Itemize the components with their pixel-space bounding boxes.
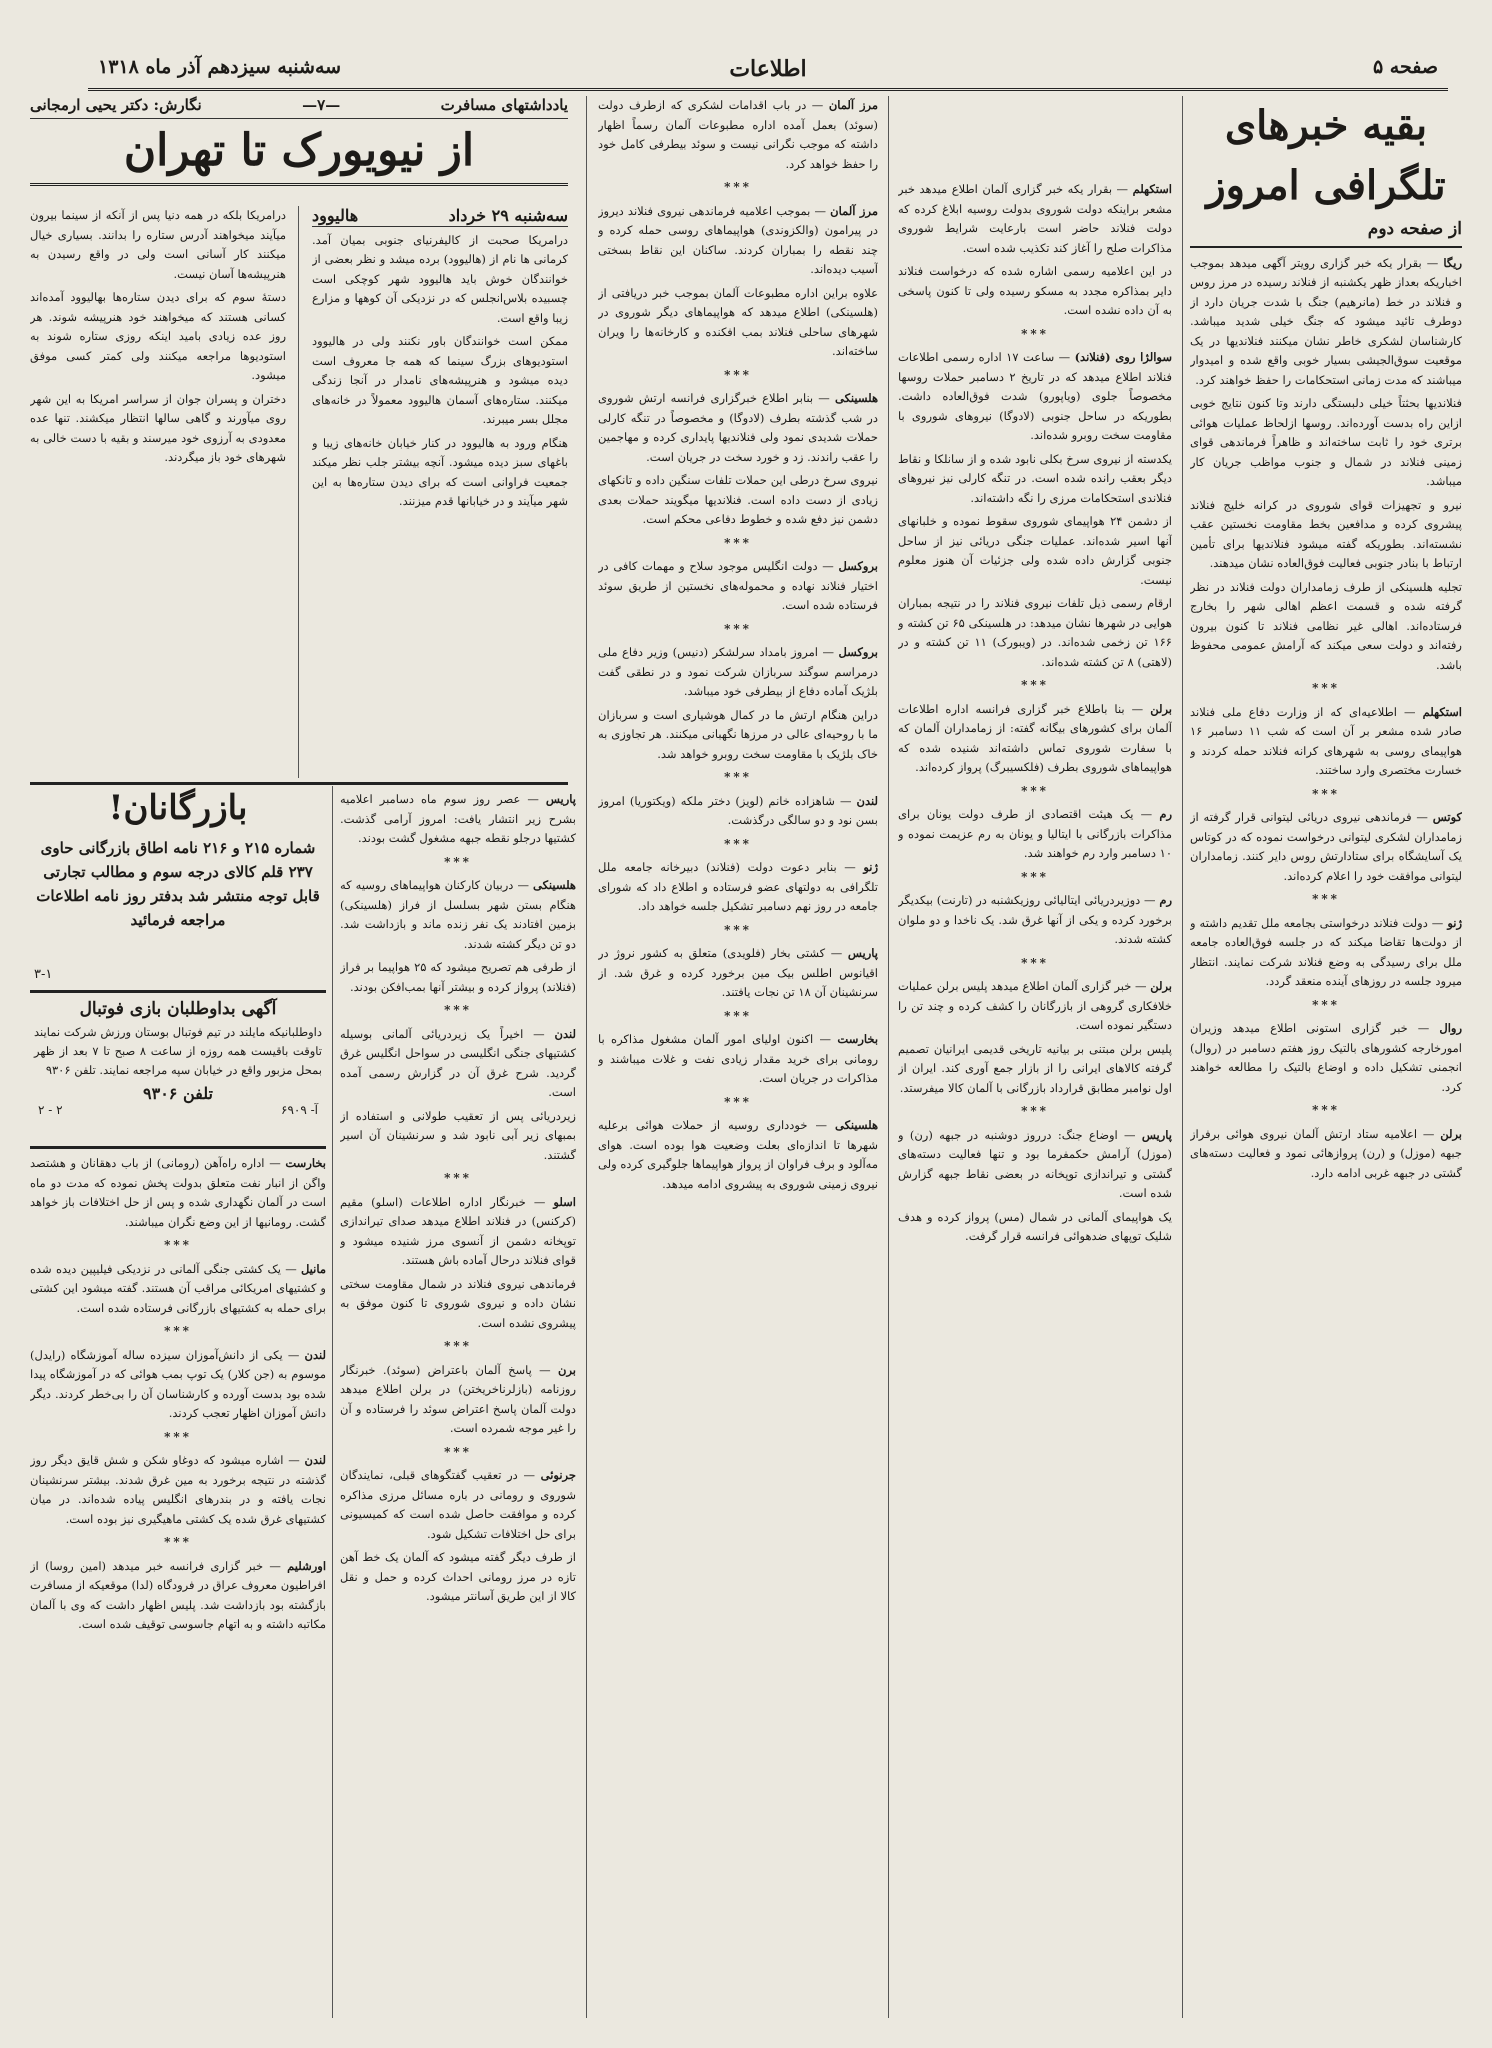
news-dateline: لندن [856,793,878,808]
news-text: نیرو و تجهیزات قوای شوروی در کرانه خلیج فنلاند پیشروی کرده و مدافعین بخط مقاومت نخستین عقب نشسته‌اند. بطوریکه گفته میشود فنلاندیها برای تأمین ارتباط با بنادر جنوبی فعالیت فوق‌العاده نشان میدهند. [1190,497,1462,570]
news-text: — اداره راه‌آهن (رومانی) از باب دهقانان و هشتصد واگن از انبار نفت متعلق بدولت پخش نموده که مدت دو ماه است در آلمان نگهداری شده و پس از حل اختلافات باز خواهد گشت. رومانیها از این وضع نگران میباشند. [30,1156,326,1229]
news-dateline: ریگا [1443,255,1462,270]
news-item [898,348,1172,446]
news-dateline: ژنو [863,860,878,874]
news-item [340,790,576,849]
news-text: — شاهزاده خانم (لویز) دختر ملکه (ویکتوریا) امروز بسن نود و دو سالگی درگذشت. [598,793,878,827]
series-paragraph: هنگام ورود به هالیوود در کنار خیابان خانه‌های زیبا و باغهای سبز دیده میشود. آنچه بیشتر جلب نظر میکند جمعیت فراوانی است که برای دیدن ستاره‌ها به این شهر میآیند و در خیابانها قدم میزنند. [312,435,568,508]
separator-stars: *** [724,1008,752,1023]
news-dateline: برلن [1440,1126,1462,1141]
news-item [898,594,1172,672]
series-paragraph: دستهٔ سوم که برای دیدن ستاره‌ها بهالیوود آمده‌اند کسانی هستند که میخواهند خود هنرپیشه شوند. هر روز عده زیادی بامید اینکه روزی ستاره شوند به استودیوها مراجعه میکنند ولی کمتر کسی موفق میشود. [30,290,286,382]
separator-stars: *** [164,1535,192,1549]
news-dateline: رم [1159,893,1172,907]
news-text: — در تعقیب گفتگوهای قبلی، نمایندگان شوروی و رومانی در باره مسائل مرزی مذاکره کرده و موافقت حاصل شده است که کمیسیونی برای حل اختلافات تشکیل شود. [340,1468,576,1541]
separator-stars: *** [1021,783,1049,798]
news-item [898,1126,1172,1204]
separator-stars: *** [724,367,752,382]
news-dateline: لندن [554,1026,576,1041]
separator-stars: *** [164,1238,192,1252]
separator-stars: *** [164,1429,192,1444]
series-column-left [30,206,286,778]
news-text: — دولت انگلیس موجود سلاح و مهمات کافی در اختیار فنلاند نهاده و محموله‌های نخستین از طریق سوئد فرستاده شده است. [598,559,878,612]
news-item [340,1548,576,1607]
news-item [598,202,878,280]
news-text: از دشمن ۲۴ هواپیمای شوروی سقوط نموده و خلبانهای آنها اسیر شده‌اند. عملیات جنگی دریائی نیز از ساحل جنوبی گزارش داده شده ولی جزئیات آن هنوز معلوم نیست. [898,514,1172,587]
news-text: از طرفی هم تصریح میشود که ۲۵ هواپیما بر فراز (فنلاند) پرواز کرده و بیشتر آنها بمب‌افکن بودند. [340,960,576,994]
news-text: — خودداری روسیه از حملات هوائی برعلیه شهرها تا اندازه‌ای بعلت وضعیت هوا بوده است. هوای مه‌آلود و برف فراوان از پرواز هواپیماها جلوگیری کرده ولی نیروی زمینی شوروی به پیشروی ادامه میدهد. [598,1118,878,1191]
news-item [30,1557,326,1635]
separator-stars: *** [444,1444,472,1459]
column-telegraph-1 [1190,96,1462,2018]
news-item [1190,808,1462,886]
separator-stars: *** [1312,997,1340,1012]
news-item [1190,578,1462,676]
football-ad-phone: تلفن ۹۳۰۶ [143,1084,213,1103]
news-item [1190,496,1462,574]
separator-stars: *** [724,836,752,851]
football-ad-code-b: ۲ - ۲ [38,1103,63,1117]
separator-stars: *** [1021,678,1049,692]
news-item [598,557,878,616]
news-text: دراین هنگام ارتش ما در کمال هوشیاری است و سربازان ما با روحیه‌ای عالی در مرزها نگهبانی میکنند. هر تجاوزی به خاک بلژیک با مقاومت سخت روبرو خواهد شد. [598,707,878,761]
news-item [30,1154,326,1232]
news-item [898,180,1172,258]
news-text: فرماندهی نیروی فنلاند در شمال مقاومت سختی نشان داده و نیروی شوروی تا کنون موفق به پیشروی نشده است. [340,1276,576,1330]
news-text: — در باب اقدامات لشکری که ازطرف دولت (سوئد) بعمل آمده اداره مطبوعات آلمان رسماً اظهار داشته که موجب نگرانی نیست و سوئد بیطرفی کامل خود را حفظ خواهد کرد. [598,98,878,171]
news-dateline: برن [558,1362,576,1377]
news-dateline: سوالژا روی (فنلاند) [1074,350,1172,364]
news-item [340,876,576,954]
news-item [340,1275,576,1334]
news-text: — بنابر دعوت دولت (فنلاند) دبیرخانه جامعه ملل تلگرافی به دولتهای عضو فرستاده و اطلاع داد که شورای جامعه در روز نهم دسامبر تشکیل جلسه خواهد داد. [598,860,878,913]
news-dateline: هلسینکی [835,391,878,405]
separator-stars: *** [724,535,752,550]
news-item [598,471,878,530]
news-text: تجلیه هلسینکی از طرف زمامداران دولت فنلاند در نظر گرفته شده و قسمت اعظم اهالی شهر را بخارج فرستاده‌اند. اهالی غیر نظامی فنلاند تا کنون بیرون رفته‌اند و دولت سعی میکند که آرامش عمومی محفوظ باشد. [1190,579,1462,672]
news-text: از طرف دیگر گفته میشود که آلمان یک خط آهن تازه در مرز رومانی احداث کرده و حمل و نقل کالا از این طریق آسانتر میشود. [340,1550,576,1603]
news-text: — اوضاع جنگ: درروز دوشنبه در جبهه (رن) و (موزل) آرامش حکمفرما بود و تنها فعالیت دسته‌های گشتی و تیراندازی توپخانه در بعضی نقاط جبهه گزارش شده است. [898,1127,1172,1200]
merchants-ad-code: ۳-۱ [34,967,53,982]
news-text: — یک کشتی جنگی آلمانی در نزدیکی فیلیپین دیده شده و کشتیهای امریکائی مراقب آن هستند. گفته میشود این کشتی برای حمله به کشتیهای بازرگانی فرستاده شده است. [30,1261,326,1315]
news-text: — اطلاعیه‌ای که از وزارت دفاع ملی فنلاند صادر شده مشعر بر آن است که شب ۱۱ دسامبر ۱۶ هواپیمای روسی به شهرهای کرانه فنلاند حمله کردند و خسارت مختصری وارد ساختند. [1190,704,1462,777]
series-byline: نگارش: دکتر یحیی ارمجانی [30,96,202,114]
news-item [1190,914,1462,992]
column-telegraph-5 [30,1154,326,2018]
news-dateline: استکهلم [1422,704,1462,719]
news-text: یک هواپیمای آلمانی در شمال (مس) پرواز کرده و هدف شلیک توپهای ضدهوائی فرانسه قرار گرفت. [898,1209,1172,1243]
news-text: زیردریائی پس از تعقیب طولانی و استفاده از بمبهای زیر آبی نابود شد و سرنشینان آن اسیر گشتند. [340,1108,576,1162]
news-text: — بقرار یکه خبر گزاری آلمان اطلاع میدهد خبر مشعر براینکه دولت شوروی بدولت روسیه ابلاغ کرده که دولت فنلاند حاضر است بارعایت شرایط شوروی مذاکرات صلح را آغاز کند تکذیب شده است. [898,182,1172,255]
news-dateline: اسلو [553,1194,576,1209]
series-paragraph: درامریکا بلکه در همه دنیا پس از آنکه از سینما بیرون میآیند میخواهند آدرس ستاره را بدانند. بسیاری خیال میکنند کار آسانی است ولی در واقع رسیدن به هنرپیشه‌ها آسان نیست. [30,208,286,281]
news-dateline: کوتس [1432,810,1462,824]
series-kicker: یادداشتهای مسافرت [440,96,568,114]
news-item [898,262,1172,321]
football-ad-body: داوطلبانیکه مایلند در تیم فوتبال بوستان ورزش شرکت نمایند تاوقت باقیست همه روزه از ساعت ۸ صبح تا ۷ بعد از ظهر بمحل مزبور واقع در خیابان سپه مراجعه نمایند. تلفن ۹۳۰۶ [34,1025,322,1077]
news-dateline: لندن [304,1453,326,1467]
separator-stars: *** [444,1003,472,1017]
separator-stars: *** [724,922,752,937]
separator-stars: *** [1312,681,1340,695]
football-ad-codes [30,1103,326,1117]
news-text: — بموجب اعلامیه فرماندهی نیروی فنلاند دیروز در پیرامون (والکزوندی) هواپیماهای روسی حمله کرده و چند نقطه را بمباران کردند. ساکنان این نقاط بسختی آسیب دیده‌اند. [598,203,878,276]
news-item [598,858,878,917]
separator-stars: *** [1312,786,1340,801]
news-item [340,1361,576,1439]
news-item [30,1260,326,1319]
news-dateline: لندن [304,1347,326,1362]
news-item [898,977,1172,1036]
news-dateline: هلسینکی [532,878,576,892]
news-text: ارقام رسمی ذیل تلفات نیروی فنلاند را در نتیجه بمباران هوایی در شهرها نشان میدهد: در هلسینکی ۶۵ تن کشته و ۱۶۶ تن زخمی شده‌اند. در (ویبورک) ۱۱ تن کشته و در (لاهتی) ۸ تن کشته شده‌اند. [898,596,1172,669]
news-text: در این اعلامیه رسمی اشاره شده که درخواست فنلاند دایر بمذاکره مجدد به مسکو رسیده ولی تا کنون پاسخی به آن داده نشده است. [898,264,1172,317]
series-paragraph: ممکن است خوانندگان باور نکنند ولی در هالیوود استودیوهای بزرگ سینما که همه جا معروف است دیده میشود و هنرپیشه‌های نامدار در آنجا زندگی میکنند. ستاره‌های آسمان هالیوود معمولاً در خانه‌های مجلل بسر میبرند. [312,334,568,426]
travel-series [30,96,568,778]
news-item [898,450,1172,509]
news-text: یکدسته از نیروی سرخ بکلی نابود شده و از سانلکا و نقاط دیگر بعقب رانده شده است. در تنگه کارلی نیز نیروهای فنلاندی استحکامات مرزی را نگه داشته‌اند. [898,451,1172,505]
news-item [898,805,1172,864]
separator-stars: *** [1312,892,1340,906]
news-item [598,706,878,765]
series-place: هالیوود [312,206,359,225]
news-dateline: مرز آلمان [830,203,878,218]
news-text: — خبرنگار اداره اطلاعات (اسلو) مقیم (کرکنس) در فنلاند اطلاع میدهد صدای تیراندازی توپخانه دشمن از آنسوی مرز شنیده میشود و قوای فنلاند درحال آماده باش هستند. [340,1194,576,1267]
news-dateline: بخارست [285,1156,326,1170]
merchants-ad [30,786,326,984]
news-item [898,891,1172,950]
news-text: — خبر گزاری استونی اطلاع میدهد وزیران امورخارجه کشورهای بالتیک روز هفتم دسامبر در (روال) انجمنی تشکیل داده و اوضاع بالتیک را مطالعه خواهند کرد. [1190,1021,1462,1094]
news-text: — بنا باطلاع خبر گزاری فرانسه اداره اطلاعات آلمان برای کشورهای بیگانه گفته: از زمامداران آلمان که با سفارت شوروی تماس داشته‌اند شنیده شده که هواپیماهای شوروی بطرف (فلکسیبرگ) پرواز کرده‌اند. [898,701,1172,774]
news-text: — بنابر اطلاع خبرگزاری فرانسه ارتش شوروی در شب گذشته بطرف (لادوگا) و مخصوصاً در تنگه کارلی حملات شدیدی نمود ولی فنلاندیها پایداری کرده و مهاجمین را عقب راندند. زد و خورد سخت در جریان است. [598,391,878,464]
telegraph-headline: بقیه خبرهای تلگرافی امروز [1206,102,1446,209]
news-dateline: ژنو [1447,915,1462,930]
merchants-ad-title: بازرگانان! [108,788,248,828]
separator-stars: *** [1312,1103,1340,1117]
news-item [598,96,878,174]
news-item [898,512,1172,590]
football-ad-title: آگهی بداوطلبان بازی فوتبال [79,999,277,1019]
issue-date: سه‌شنبه سیزدهم آذر ماه ۱۳۱۸ [98,56,342,78]
separator-stars: *** [724,770,752,784]
news-text: — خبر گزاری فرانسه خبر میدهد (امین روسا) از افراطیون معروف عراق در فرودگاه (لدا) موقعیکه از مسافرت بازگشته بود بازداشت شد. پلیس اظهار داشت که وی با آلمان مکاتبه داشته و به اتهام جاسوسی توقیف شده است. [30,1558,326,1631]
news-text: — اعلامیه ستاد ارتش آلمان نیروی هوائی برفراز جبهه (موزل) و (رن) پروازهائی نمود و فعالیت دسته‌های گشتی در جبهه غربی ادامه دارد. [1190,1126,1462,1180]
news-item [898,1208,1172,1247]
news-item [30,1346,326,1424]
series-paragraph: درامریکا صحبت از کالیفرنیای جنوبی بمیان آمد. کرمانی ها نام از (هالیوود) برده میشد و نظر بعضی از خوانندگان خوش باید هالیوود شهر کوچکی است چسبیده بلاس‌انجلس که در نزدیکی آن کوهها و مزارع زیبا واقع است. [312,232,568,325]
news-text: — عصر روز سوم ماه دسامبر اعلامیه بشرح زیر انتشار یافت: امروز آرامی گذشت. کشتیها درجلو نقطه جبهه مشغول گشت بودند. [340,792,576,845]
series-header [30,96,568,119]
news-item [898,1040,1172,1099]
news-text: — فرماندهی نیروی دریائی لیتوانی قرار گرفته از زمامداران لشکری لیتوانی درخواست نموده که در کوتاس یک آسایشگاه برای ستادارتش روس دایر کنند. زمامداران لیتوانی موافقت خود را اعلام کرده‌اند. [1190,810,1462,883]
news-item [1190,1019,1462,1097]
news-item [598,1116,878,1194]
news-item [1190,394,1462,492]
news-dateline: بروکسل [838,559,878,573]
series-dateline [312,206,568,227]
separator-stars: *** [1021,869,1049,884]
news-item [340,958,576,997]
newspaper-name: اطلاعات [729,56,807,82]
news-text: — بقرار یکه خبر گزاری رویتر آگهی میدهد بموجب اخباریکه بعداز ظهر یکشنبه از فنلاند رسیده در مرز روس و فنلاند در خط (مانرهیم) جنگ با شدت جریان دارد از دوطرف تائید میشود که جنگ خیلی شدید میباشد. کارشناسان لشکری خاطر نشان میکنند فنلاندیها در یک موقعیت سوق‌الجیشی بسیار خوبی واقع شده و امیدوار میباشند که مدت زمانی استحکامات را حفظ خواهند کرد. [1190,255,1462,387]
news-item [598,284,878,362]
column-telegraph-2 [898,180,1172,2018]
series-title: از نیویورک تا تهران [30,119,568,186]
news-text: — دربیان کارکنان هواپیماهای روسیه که هنگام بستن شهر بسلسل از فراز (هلسینکی) بزمین افتادند یک نفر زنده ماند و بازداشت شد. دو تن دیگر کشته شدند. [340,878,576,951]
football-ad-code-a: آ- ۶۹۰۹ [281,1103,318,1117]
news-text: — اخیراً یک زیردریائی آلمانی بوسیله کشتیهای جنگی انگلیسی در سواحل انگلیس غرق گردید. شرح غرق آن در گزارش رسمی آمده است. [340,1026,576,1099]
news-text: — اشاره میشود که دوغاو شکن و شش قایق دیگر روز گذشته در نتیجه برخورد به مین غرق شدند. بیشتر سرنشینان نجات یافته و در بندرهای انگلیس پیاده شده‌اند. در میان کشتیهای غرق شده یک کشتی ماهیگیری نیز بوده است. [30,1453,326,1526]
news-dateline: اورشلیم [287,1558,326,1573]
news-text: — دوزیردریائی ایتالیائی روزیکشنبه در (تارنت) بیکدیگر برخورد کرده و یکی از آنها غرق شد. یک ناخدا و دو ملوان کشته شدند. [898,893,1172,946]
news-dateline: جرنوئی [540,1468,576,1482]
news-dateline: بروکسل [838,645,878,659]
news-dateline: پاریس [545,792,576,806]
column-telegraph-3 [598,96,878,2018]
news-item [1190,703,1462,781]
news-item [340,1193,576,1271]
news-dateline: مرز آلمان [828,98,878,112]
news-item [598,1030,878,1089]
news-text: — یک هیئت اقتصادی از طرف دولت یونان برای مذاکرات بازرگانی با ایتالیا و یونان به رم عزیمت نموده و ۱۰ دسامبر وارد رم خواهند شد. [898,807,1172,860]
separator-stars: *** [444,1171,472,1185]
separator-stars: *** [1021,326,1049,341]
series-number: —۷— [302,96,341,114]
news-dateline: پاریس [1141,1127,1172,1142]
separator-stars: *** [1021,955,1049,970]
separator-stars: *** [724,621,752,636]
news-item [598,389,878,467]
news-dateline: برلن [1150,701,1172,716]
news-text: نیروی سرخ درطی این حملات تلفات سنگین داده و تانکهای زیادی از دست داده است. فنلاندیها میگویند حملات بعدی دشمن نیز دفع شده و خطوط دفاعی محکم است. [598,473,878,526]
news-dateline: روال [1439,1021,1462,1035]
news-text: — پاسخ آلمان باعتراض (سوئد). خبرنگار روزنامه (بازلرناخریختن) در برلن اطلاع میدهد دولت آلمان پاسخ اعتراض سوئد را فرستاده و آن را غیر موجه شمرده است. [340,1362,576,1435]
news-text: — خبر گزاری آلمان اطلاع میدهد پلیس برلن عملیات خلافکاری گروهی از بازرگانان را کشف کرده و چند تن را دستگیر نموده است. [898,979,1172,1032]
news-text: — ساعت ۱۷ اداره رسمی اطلاعات فنلاند اطلاع میدهد که در تاریخ ۲ دسامبر حملات روسها مخصوصاً جلوی (ویاپورو) شدت فوق‌العاده داشت. بطوریکه در ساحل جنوبی (لادوگا) نیروهای شوروی با مقاومت سخت روبرو شده‌اند. [898,350,1172,442]
separator-stars: *** [724,180,752,194]
news-item [898,700,1172,778]
separator-stars: *** [724,1094,752,1109]
series-date: سه‌شنبه ۲۹ خرداد [448,206,568,225]
news-text: — یکی از دانش‌آموزان سیزده ساله آموزشگاه (رایدل) موسوم به (جن کلار) یک توپ بمب هوائی که در آموزشگاه پیدا شده بود بدست آورده و کارشناسان آن را بی‌خطر کردند. دیگر دانش آموزان اظهار تعجب کردند. [30,1347,326,1420]
news-item [598,643,878,702]
football-ad [30,990,326,1143]
news-dateline: مانیل [300,1261,326,1276]
page-number: صفحه ۵ [1372,56,1438,78]
separator-stars: *** [1021,1104,1049,1118]
telegraph-continued: از صفحه دوم [1190,218,1462,248]
news-item [340,1025,576,1103]
news-item [30,1451,326,1529]
separator-stars: *** [164,1324,192,1338]
news-item [340,1466,576,1544]
news-text: علاوه براین اداره مطبوعات آلمان بموجب خبر دریافتی از (هلسینکی) اطلاع میدهد که هواپیماهای دیگر شوروی در شهرهای ساحلی فنلاند بمب افکنده و کارخانه‌ها را ویران ساخته‌اند. [598,285,878,358]
news-text: — دولت فنلاند درخواستی بجامعه ملل تقدیم داشته و از دولت‌ها تقاضا میکند که در جلسه فوق‌العاده جامعه ملل برای رسیدگی به وضع فنلاند شرکت نمایند. انتظار میرود جلسه در روزهای آینده منعقد گردد. [1190,915,1462,988]
masthead [88,48,1448,91]
news-item [1190,254,1462,391]
merchants-ad-body: شماره ۲۱۵ و ۲۱۶ نامه اطاق بازرگانی حاوی ۲۳۷ قلم کالای درجه سوم و مطالب تجارتی قابل توجه منتشر شد بدفتر روز نامه اطلاعات مراجعه فرمائید [36,839,320,929]
series-paragraph: دختران و پسران جوان از سراسر امریکا به این شهر روی میآورند و گاهی سالها انتظار میکشند. تنها عده معدودی به آرزوی خود میرسند و بقیه با دست خالی به شهرهای خود باز میگردند. [30,391,286,464]
news-dateline: رم [1159,807,1172,821]
news-text: — امروز بامداد سرلشکر (دنیس) وزیر دفاع ملی درمراسم سوگند سربازان شرکت نمود و در نطقی گفت بلژیک آماده دفاع از بیطرفی خود میباشد. [598,645,878,698]
news-text: — کشتی بخار (فلویدی) متعلق به کشور نروژ در اقیانوس اطلس بیک مین برخورد کرده و غرق شد. از سرنشینان آن ۱۸ تن نجات یافتند. [598,946,878,999]
series-column-right [312,206,568,778]
news-item [340,1107,576,1166]
series-body [30,206,568,778]
news-dateline: پاریس [847,946,878,960]
news-item [1190,1125,1462,1184]
news-text: — اکنون اولیای امور آلمان مشغول مذاکره با رومانی برای خرید مقدار زیادی نفت و غلات میباشند و مذاکرات در جریان است. [598,1032,878,1085]
column-telegraph-4 [340,790,576,2018]
separator-stars: *** [444,1339,472,1353]
separator-stars: *** [444,854,472,869]
news-text: پلیس برلن مبتنی بر بیانیه تاریخی قدیمی ایرانیان تصمیم گرفته کالاهای ایرانی را از بازار جمع آوری کند. ایران از اول نوامبر مطابق قرارداد بازرگانی با آلمان کالا میفرستد. [898,1041,1172,1095]
news-dateline: استکهلم [1132,182,1172,196]
news-dateline: هلسینکی [835,1118,878,1132]
news-item [598,792,878,831]
news-item [598,944,878,1003]
news-dateline: بخارست [837,1032,878,1046]
news-dateline: برلن [1150,979,1172,993]
news-text: فنلاندیها بحثتاً خیلی دلبستگی دارند وتا کنون نتایج خوبی ازاین راه بدست آورده‌اند. روسها ازلحاظ عملیات هوائی برتری خود را ثابت ساخته‌اند و ظاهراً فرماندهی قوای زمینی فنلاند در شمال و جنوب مواظب جریان کار میباشد. [1190,396,1462,488]
